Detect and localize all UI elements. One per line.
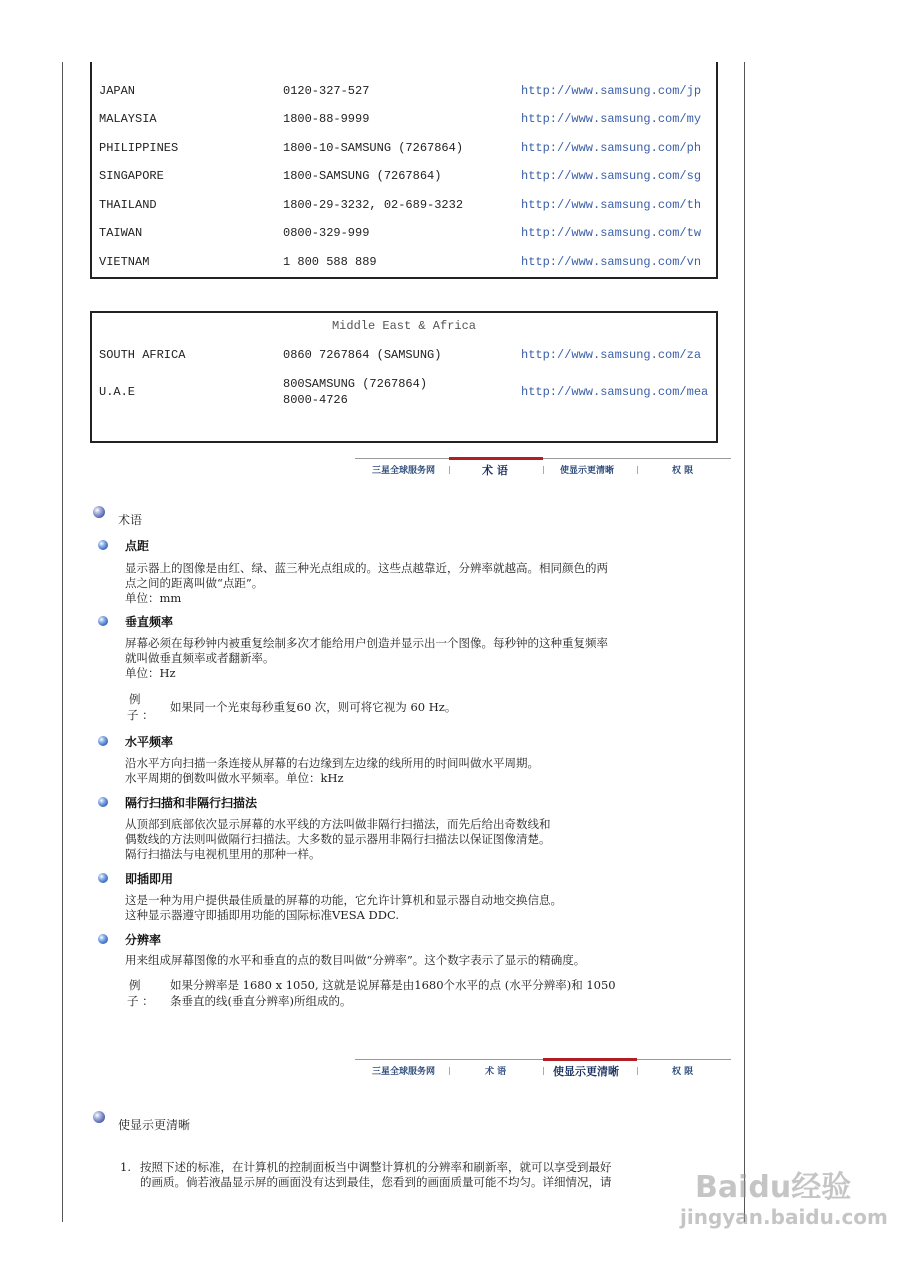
term-bullet-icon [98, 616, 108, 626]
page-right-rule [744, 62, 745, 1222]
country-cell: TAIWAN [99, 226, 143, 240]
country-cell: MALAYSIA [99, 112, 157, 126]
nav-clearer-display[interactable]: 使显示更清晰 [560, 466, 615, 476]
nav-clearer-display[interactable]: 使显示更清晰 [553, 1065, 619, 1078]
term-description: 用来组成屏幕图像的水平和垂直的点的数目叫做“分辨率”。这个数字表示了显示的精确度。 [125, 953, 586, 967]
phone-cell: 0800-329-999 [283, 226, 370, 240]
term-vertical-frequency: 垂直频率 [125, 615, 174, 629]
clarity-title: 使显示更清晰 [118, 1118, 191, 1132]
table-row [92, 169, 716, 187]
phone-cell: 8000-4726 [283, 393, 348, 407]
active-tab-indicator [543, 1058, 637, 1061]
example-text: 如果分辨率是 1680 x 1050, 这就是说屏幕是由1680个水平的点 (水平分辨率)和 1050 [170, 978, 616, 992]
phone-cell: 1800-SAMSUNG (7267864) [283, 169, 442, 183]
country-cell: VIETNAM [99, 255, 150, 269]
term-description: 从顶部到底部依次显示屏幕的水平线的方法叫做非隔行扫描法，而先后给出奇数线和 [125, 817, 551, 831]
nav-divider [449, 1067, 450, 1075]
section-nav [355, 1059, 731, 1082]
example-label: 例 [129, 978, 141, 992]
phone-cell: 1800-88-9999 [283, 112, 370, 126]
section-bullet-icon [93, 1111, 105, 1123]
term-horizontal-frequency: 水平频率 [125, 735, 174, 749]
example-label: 例 [129, 692, 141, 706]
term-description: 显示器上的图像是由红、绿、蓝三种光点组成的。这些点越靠近，分辨率就越高。相同颜色的两 [125, 561, 608, 575]
country-cell: SINGAPORE [99, 169, 164, 183]
baidu-watermark-url: jingyan.baidu.com [680, 1205, 888, 1229]
phone-cell: 1 800 588 889 [283, 255, 377, 269]
term-description: 水平周期的倒数叫做水平频率。单位：kHz [125, 771, 344, 785]
table-row [92, 198, 716, 216]
term-bullet-icon [98, 934, 108, 944]
term-description: 偶数线的方法则叫做隔行扫描法。大多数的显示器用非隔行扫描法以保证图像清楚。 [125, 832, 551, 846]
nav-rights[interactable]: 权 限 [672, 1067, 694, 1077]
term-description: 隔行扫描法与电视机里用的那种一样。 [125, 847, 321, 861]
phone-cell: 1800-10-SAMSUNG (7267864) [283, 141, 464, 155]
url-link[interactable]: http://www.samsung.com/jp [521, 84, 702, 98]
table-row [92, 112, 716, 130]
nav-glossary[interactable]: 术 语 [485, 1067, 507, 1077]
asia-contact-table [90, 62, 718, 279]
example-label: 子 ： [127, 994, 154, 1008]
url-link[interactable]: http://www.samsung.com/th [521, 198, 702, 212]
table-row [92, 226, 716, 244]
table-row [92, 377, 716, 411]
section-bullet-icon [93, 506, 105, 518]
term-description: 沿水平方向扫描一条连接从屏幕的右边缘到左边缘的线所用的时间叫做水平周期。 [125, 756, 539, 770]
mea-contact-table [90, 311, 718, 443]
list-item-text: 的画质。倘若液晶显示屏的画面没有达到最佳，您看到的画面质量可能不均匀。详细情况，请 [140, 1175, 612, 1189]
nav-divider [637, 466, 638, 474]
term-unit: 单位：mm [125, 591, 182, 605]
nav-samsung-service[interactable]: 三星全球服务网 [372, 466, 436, 476]
term-bullet-icon [98, 540, 108, 550]
term-dot-pitch: 点距 [125, 539, 150, 553]
term-description: 屏幕必须在每秒钟内被重复绘制多次才能给用户创造并显示出一个图像。每秒钟的这种重复频率 [125, 636, 608, 650]
nav-samsung-service[interactable]: 三星全球服务网 [372, 1067, 436, 1077]
list-number: 1. [120, 1160, 131, 1174]
country-cell: THAILAND [99, 198, 157, 212]
url-link[interactable]: http://www.samsung.com/tw [521, 226, 702, 240]
page-left-rule [62, 62, 63, 1222]
phone-cell: 800SAMSUNG (7267864) [283, 377, 428, 391]
active-tab-indicator [449, 457, 543, 460]
section-nav [355, 458, 731, 481]
term-bullet-icon [98, 797, 108, 807]
table-row [92, 255, 716, 273]
term-resolution: 分辨率 [125, 933, 162, 947]
table-row [92, 84, 716, 102]
country-cell: PHILIPPINES [99, 141, 179, 155]
url-link[interactable]: http://www.samsung.com/vn [521, 255, 702, 269]
example-text: 如果同一个光束每秒重复60 次，则可将它视为 60 Hz。 [170, 700, 457, 714]
nav-divider [543, 1067, 544, 1075]
url-link[interactable]: http://www.samsung.com/my [521, 112, 702, 126]
url-link[interactable]: http://www.samsung.com/mea [521, 385, 709, 399]
nav-rights[interactable]: 权 限 [672, 466, 694, 476]
phone-cell: 0860 7267864 (SAMSUNG) [283, 348, 442, 362]
country-cell: JAPAN [99, 84, 136, 98]
table-row [92, 348, 716, 366]
url-link[interactable]: http://www.samsung.com/ph [521, 141, 702, 155]
phone-cell: 0120-327-527 [283, 84, 370, 98]
list-item-text: 按照下述的标准，在计算机的控制面板当中调整计算机的分辨率和刷新率，就可以享受到最好 [140, 1160, 612, 1174]
nav-divider [543, 466, 544, 474]
term-interlace: 隔行扫描和非隔行扫描法 [125, 796, 258, 810]
example-text: 条垂直的线(垂直分辨率)所组成的。 [170, 994, 352, 1008]
url-link[interactable]: http://www.samsung.com/sg [521, 169, 702, 183]
term-description: 点之间的距离叫做“点距”。 [125, 576, 264, 590]
term-plug-and-play: 即插即用 [125, 872, 174, 886]
term-description: 就叫做垂直频率或者翻新率。 [125, 651, 275, 665]
term-description: 这是一种为用户提供最佳质量的屏幕的功能，它允许计算机和显示器自动地交换信息。 [125, 893, 562, 907]
nav-divider [449, 466, 450, 474]
phone-cell: 1800-29-3232, 02-689-3232 [283, 198, 464, 212]
url-link[interactable]: http://www.samsung.com/za [521, 348, 702, 362]
term-description: 这种显示器遵守即插即用功能的国际标准VESA DDC. [125, 908, 400, 922]
table-row [92, 141, 716, 159]
term-unit: 单位：Hz [125, 666, 176, 680]
country-cell: SOUTH AFRICA [99, 348, 186, 362]
baidu-watermark-logo: Baidu经验 [695, 1170, 852, 1205]
term-bullet-icon [98, 736, 108, 746]
country-cell: U.A.E [99, 385, 136, 399]
nav-glossary[interactable]: 术 语 [482, 464, 508, 477]
glossary-title: 术语 [118, 513, 143, 527]
nav-divider [637, 1067, 638, 1075]
table-title: Middle East & Africa [331, 319, 477, 333]
term-bullet-icon [98, 873, 108, 883]
example-label: 子 ： [127, 708, 154, 722]
